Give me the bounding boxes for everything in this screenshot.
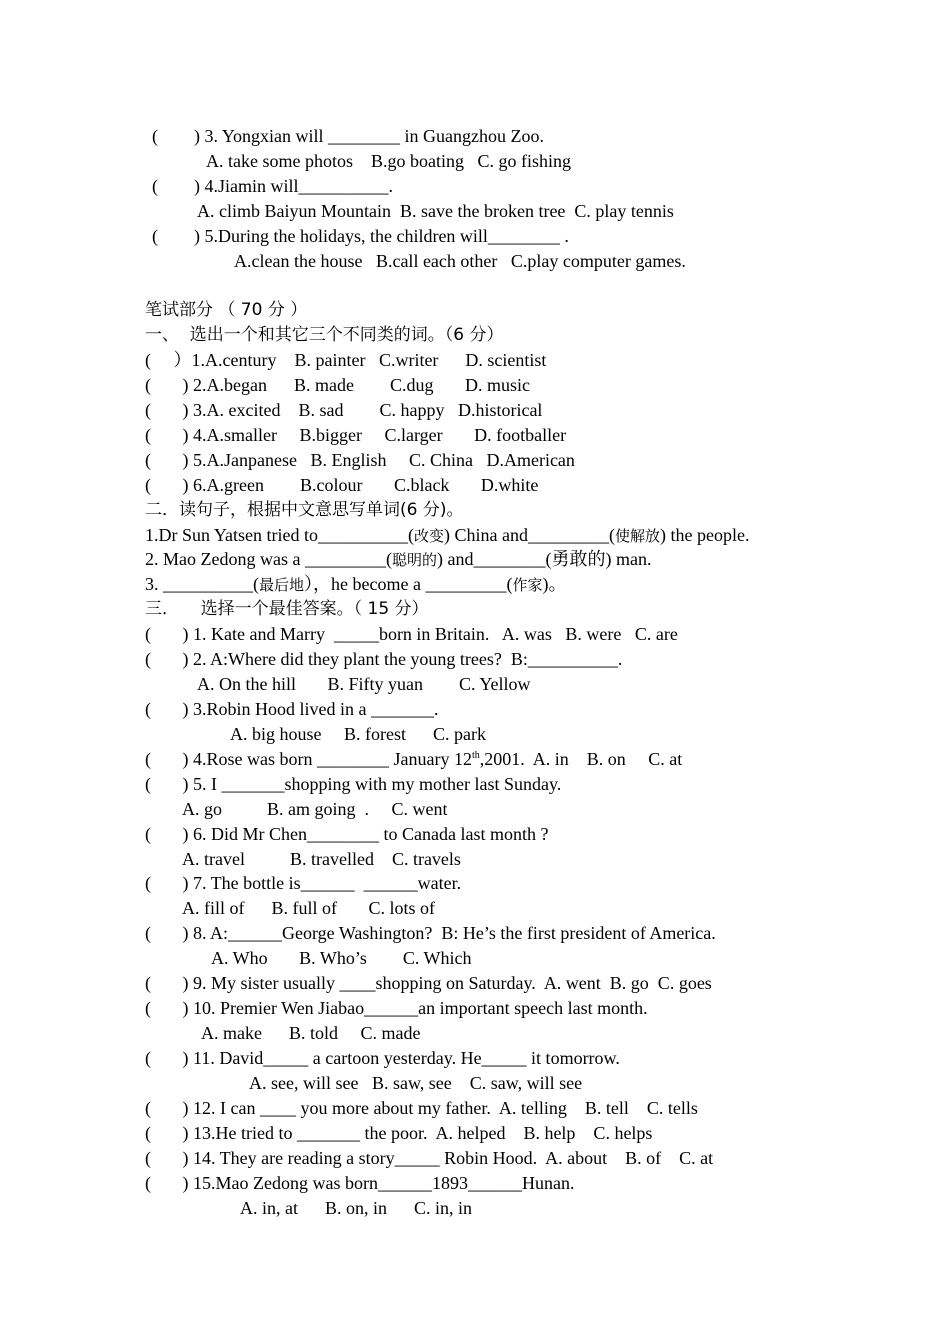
section3-options-8: A. Who B. Who’s C. Which — [211, 948, 472, 968]
section3-options-7: A. fill of B. full of C. lots of — [182, 898, 435, 918]
section3-item-6: ( ) 6. Did Mr Chen________ to Canada last month ? — [145, 824, 549, 844]
section3-item-15: ( ) 15.Mao Zedong was born______1893______Hunan. — [145, 1173, 575, 1193]
section3-item-7: ( ) 7. The bottle is______ ______water. — [145, 873, 462, 893]
section3-options-10: A. make B. told C. made — [201, 1023, 421, 1043]
section1-item-3: ( ) 3.A. excited B. sad C. happy D.historical — [145, 400, 543, 420]
section3-item-11: ( ) 11. David_____ a cartoon yesterday. He_____ it tomorrow. — [145, 1048, 620, 1068]
listening-question-5: ( ) 5.During the holidays, the children will________ . — [152, 226, 569, 246]
listening-options-4: A. climb Baiyun Mountain B. save the broken tree C. play tennis — [197, 201, 674, 221]
listening-options-3: A. take some photos B.go boating C. go fishing — [206, 151, 571, 171]
section3-item-3: ( ) 3.Robin Hood lived in a _______. — [145, 699, 439, 719]
section3-item-13: ( ) 13.He tried to _______ the poor. A. helped B. help C. helps — [145, 1123, 653, 1143]
section3-item-4: ( ) 4.Rose was born ________ January 12th,2001. A. in B. on C. at — [145, 749, 683, 769]
section3-item-5: ( ) 5. I _______shopping with my mother last Sunday. — [145, 774, 562, 794]
section1-item-5: ( ) 5.A.Janpanese B. English C. China D.American — [145, 450, 575, 470]
section3-item-14: ( ) 14. They are reading a story_____ Robin Hood. A. about B. of C. at — [145, 1148, 714, 1168]
section3-title: 三． 选择一个最佳答案。（ 15 分） — [145, 599, 429, 619]
section2-line-1: 1.Dr Sun Yatsen tried to__________(改变) China and_________(使解放) the people. — [145, 525, 750, 545]
section3-options-11: A. see, will see B. saw, see C. saw, will see — [249, 1073, 583, 1093]
section3-item-10: ( ) 10. Premier Wen Jiabao______an important speech last month. — [145, 998, 648, 1018]
section3-options-15: A. in, at B. on, in C. in, in — [240, 1198, 473, 1218]
section1-item-1: ( ）1.A.century B. painter C.writer D. scientist — [145, 350, 547, 370]
section3-options-3: A. big house B. forest C. park — [230, 724, 486, 744]
section1-item-6: ( ) 6.A.green B.colour C.black D.white — [145, 475, 539, 495]
section3-options-5: A. go B. am going . C. went — [182, 799, 448, 819]
section1-item-4: ( ) 4.A.smaller B.bigger C.larger D. footballer — [145, 425, 567, 445]
section2-line-3: 3. __________(最后地），he become a _________(作家)。 — [145, 574, 567, 594]
listening-options-5: A.clean the house B.call each other C.play computer games. — [234, 251, 686, 271]
section1-title: 一、 选出一个和其它三个不同类的词。（6 分） — [145, 325, 504, 345]
section3-item-8: ( ) 8. A:______George Washington? B: He’s the first president of America. — [145, 923, 716, 943]
section1-item-2: ( ) 2.A.began B. made C.dug D. music — [145, 375, 530, 395]
listening-question-4: ( ) 4.Jiamin will__________. — [152, 176, 393, 196]
section3-options-2: A. On the hill B. Fifty yuan C. Yellow — [197, 674, 531, 694]
section2-title: 二．读句子，根据中文意思写单词(6 分)。 — [145, 500, 464, 520]
section3-item-2: ( ) 2. A:Where did they plant the young trees? B:__________. — [145, 649, 623, 669]
written-part-header: 笔试部分 （ 70 分 ） — [145, 300, 308, 320]
section3-item-12: ( ) 12. I can ____ you more about my father. A. telling B. tell C. tells — [145, 1098, 698, 1118]
listening-question-3: ( ) 3. Yongxian will ________ in Guangzhou Zoo. — [152, 126, 544, 146]
section3-options-6: A. travel B. travelled C. travels — [182, 849, 461, 869]
section3-item-1: ( ) 1. Kate and Marry _____born in Britain. A. was B. were C. are — [145, 624, 678, 644]
section2-line-2: 2. Mao Zedong was a _________(聪明的) and________(勇敢的) man. — [145, 549, 652, 569]
section3-item-9: ( ) 9. My sister usually ____shopping on Saturday. A. went B. go C. goes — [145, 973, 712, 993]
